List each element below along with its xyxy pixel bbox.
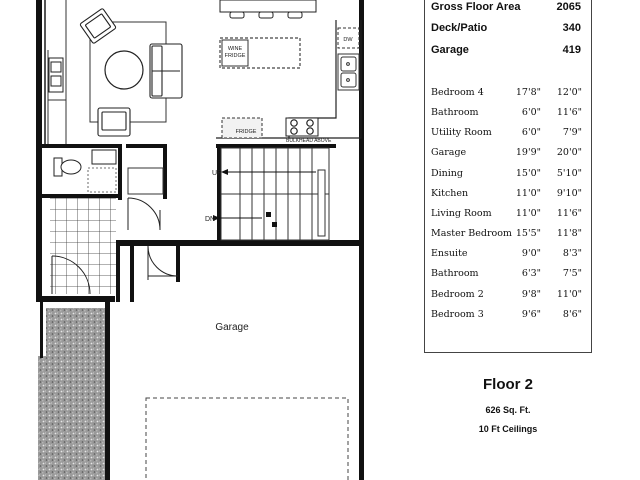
summary-label: Garage (431, 44, 469, 56)
room-dim-2: 9'10" (556, 188, 582, 199)
room-dim-2: 11'6" (556, 107, 582, 118)
room-dim-2: 7'5" (562, 268, 582, 279)
armchair (98, 108, 130, 136)
kitchen-sink (338, 54, 359, 90)
closet-rod (44, 0, 46, 144)
washer-dryer (49, 58, 63, 92)
room-dim-2: 8'3" (562, 248, 582, 259)
room-row (431, 228, 591, 246)
room-dim-1: 11'0" (515, 188, 541, 199)
summary-label: Deck/Patio (431, 22, 488, 34)
room-name: Bathroom (431, 107, 479, 118)
room-name: Ensuite (431, 248, 468, 259)
room-row (431, 248, 591, 266)
room-dim-1: 15'0" (515, 168, 541, 179)
room-name: Utility Room (431, 127, 492, 138)
room-name: Bathroom (431, 268, 479, 279)
room-name: Living Room (431, 208, 492, 219)
floor-ceilings: 10 Ft Ceilings (478, 424, 538, 434)
summary-label: Gross Floor Area (431, 1, 521, 13)
room-dim-1: 6'0" (521, 107, 541, 118)
room-dim-2: 11'8" (556, 228, 582, 239)
room-name: Master Bedroom (431, 228, 512, 239)
garage-door (146, 398, 348, 480)
shower (88, 168, 116, 192)
room-dim-2: 20'0" (556, 147, 582, 158)
room-name: Dining (431, 168, 464, 179)
room-row (431, 208, 591, 226)
room-name: Bedroom 3 (431, 309, 484, 320)
floor-title: Floor 2 (482, 376, 533, 393)
room-row (431, 107, 591, 125)
dining-table (220, 0, 316, 18)
room-dim-1: 9'8" (521, 289, 541, 300)
room-dim-1: 19'9" (515, 147, 541, 158)
coffee-table (105, 51, 143, 89)
summary-row (431, 1, 581, 19)
floor-info (424, 376, 592, 434)
room-dim-2: 7'9" (562, 127, 582, 138)
fridge-label: FRIDGE (235, 129, 257, 135)
room-dim-1: 6'0" (521, 127, 541, 138)
room-row (431, 309, 591, 327)
room-dim-2: 5'10" (556, 168, 582, 179)
stair-up-label: UP (212, 170, 222, 177)
dishwasher-label: DW (343, 37, 353, 43)
stair-down-label: DN (205, 216, 216, 223)
summary-value: 419 (562, 44, 581, 56)
room-row (431, 289, 591, 307)
room-dim-2: 11'0" (556, 289, 582, 300)
summary-row (431, 44, 581, 62)
room-dim-1: 17'8" (515, 87, 541, 98)
room-dim-1: 9'0" (521, 248, 541, 259)
room-row (431, 188, 591, 206)
gravel-strip (38, 356, 46, 480)
room-dim-2: 8'6" (562, 309, 582, 320)
room-row (431, 87, 591, 105)
wine-fridge-label-1: WINE (227, 46, 243, 52)
bulkhead-label: BULKHEAD ABOVE (286, 138, 332, 144)
room-dim-1: 15'5" (515, 228, 541, 239)
gravel-walkway (46, 308, 106, 480)
toilet (54, 158, 81, 176)
room-name: Bedroom 4 (431, 87, 484, 98)
room-dim-2: 11'6" (556, 208, 582, 219)
room-row (431, 268, 591, 286)
fridge (222, 118, 262, 138)
room-row (431, 127, 591, 145)
room-dim-2: 12'0" (556, 87, 582, 98)
stove (286, 118, 318, 136)
summary-row (431, 22, 581, 40)
room-name: Bedroom 2 (431, 289, 484, 300)
vanity (92, 150, 116, 164)
room-dim-1: 6'3" (521, 268, 541, 279)
summary-value: 340 (562, 22, 581, 34)
room-name: Kitchen (431, 188, 469, 199)
room-name: Garage (431, 147, 467, 158)
room-row (431, 168, 591, 186)
wine-fridge-label-2: FRIDGE (224, 53, 246, 59)
sofa (150, 44, 182, 98)
tiled-floor (50, 198, 116, 294)
summary-value: 2065 (556, 1, 581, 13)
garage-label: Garage (215, 322, 249, 333)
room-dim-1: 11'0" (515, 208, 541, 219)
room-dim-1: 9'6" (521, 309, 541, 320)
room-row (431, 147, 591, 165)
floor-area: 626 Sq. Ft. (485, 405, 531, 415)
